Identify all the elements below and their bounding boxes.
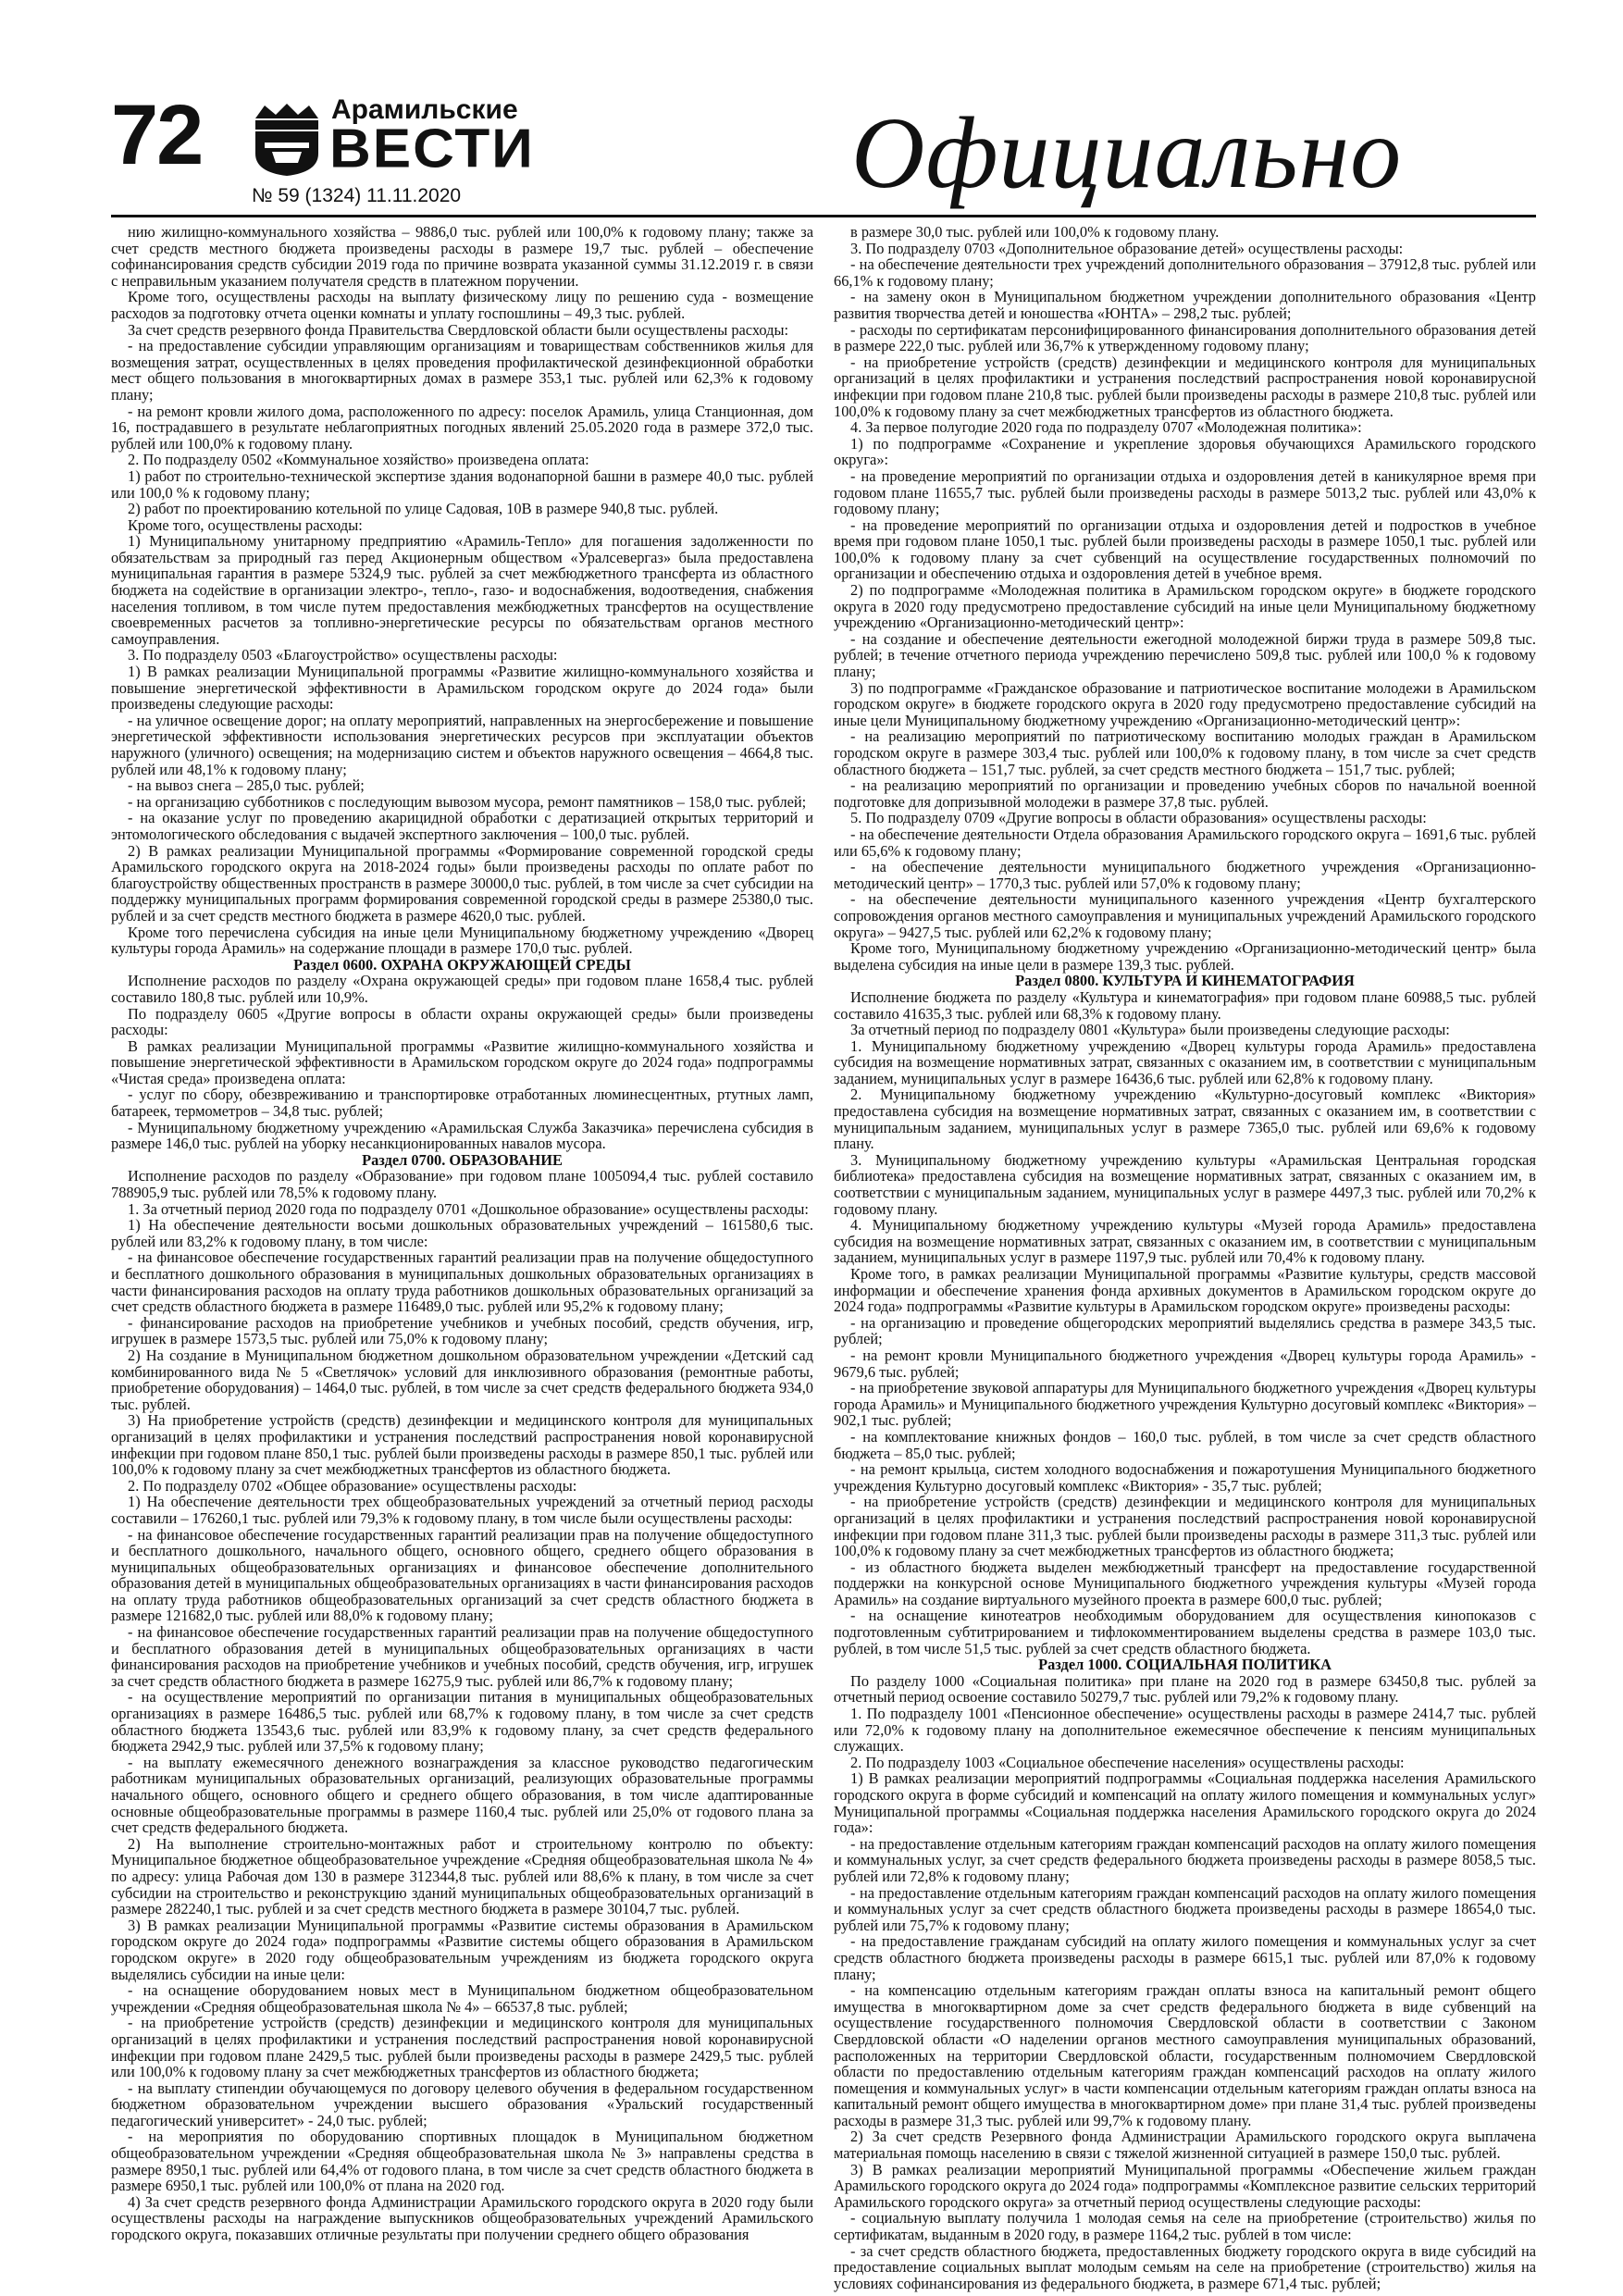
paragraph: - на реализацию мероприятий по патриотическому воспитанию молодых граждан в Арамильском городском округе в размере 303,4 тыс. рублей или 100,0% к годовому плану, в том числе за счет средств областного бюджета – 151,7 тыс. рублей, за счет средств местного бюджета – 151,7 тыс. рублей;	[834, 727, 1536, 778]
paragraph: 1) В рамках реализации мероприятий подпрограммы «Социальная поддержка населения Арамильского городского округа в форме субсидий и компенсаций на оплату жилого помещения и коммунальных услуг» Муниципальной программы «Социальная поддержка населения Арамильского городского округа до 2024 года»:	[834, 1769, 1536, 1837]
paragraph: 2. Муниципальному бюджетному учреждению «Культурно-досуговый комплекс «Виктория» предоставлена субсидия на возмещение нормативных затрат, связанных с оказанием им, в соответствии с муниципальным заданием, муниципальных услуг в размере 7365,0 тыс. рублей или 69,6% к годовому плану.	[834, 1086, 1536, 1153]
paragraph: 2) работ по проектированию котельной по улице Садовая, 10В в размере 940,8 тыс. рублей.	[128, 500, 719, 518]
paragraph: - на обеспечение деятельности Отдела образования Арамильского городского округа – 1691,6 тыс. рублей или 65,6% к годовому плану;	[834, 825, 1536, 860]
section-heading: Раздел 0700. ОБРАЗОВАНИЕ	[362, 1150, 563, 1169]
paragraph: 4. Муниципальному бюджетному учреждению культуры «Музей города Арамиль» предоставлена субсидия на возмещение нормативных затрат, связанных с оказанием им, в соответствии с муниципальным заданием, муниципальных услуг в размере 1197,9 тыс. рублей или 70,4% к годовому плану.	[834, 1216, 1536, 1267]
paragraph: В рамках реализации Муниципальной программы «Развитие жилищно-коммунального хозяйства и повышение энергетической эффективности в Арамильском городском округе до 2024 года» подпрограммы «Чистая среда» произведена оплата:	[111, 1036, 813, 1087]
paragraph: - на предоставление субсидии управляющим организациям и товариществам собственников жилья для возмещения затрат, осуществленных в целях проведения профилактической дезинфекционной обработки мест общего пользования в многоквартирных домах в размере 353,1 тыс. рублей или 62,3% к годовому плану;	[111, 337, 813, 403]
paragraph: 2. По подразделу 0702 «Общее образование» осуществлены расходы:	[128, 1476, 577, 1495]
paragraph: - на оснащение кинотеатров необходимым оборудованием для осуществления кинопоказов с подготовленным субтитрированием и тифлокомментированием выделены средства в размере 103,0 тыс. рублей, в том числе 51,5 тыс. рублей за счет средств областного бюджета.	[834, 1607, 1536, 1657]
paragraph: 2. По подразделу 0502 «Коммунальное хозяйство» произведена оплата:	[128, 451, 589, 469]
paragraph: - на оказание услуг по проведению акарицидной обработки с дератизацией открытых территорий и энтомологического обследования с выдачей экспертного заключения – 100,0 тыс. рублей.	[111, 809, 813, 843]
paragraph: 2. По подразделу 1003 «Социальное обеспечение населения» осуществлены расходы:	[850, 1753, 1405, 1771]
paragraph: - на обеспечение деятельности муниципального бюджетного учреждения «Организационно-методический центр» – 1770,3 тыс. рублей или 57,0% к годовому плану;	[834, 858, 1536, 892]
paragraph: - на финансовое обеспечение государственных гарантий реализации прав на получение общедоступного и бесплатного дошкольного образования в муниципальных дошкольных образовательных организациях в части финансирования расходов на оплату труда работников дошкольных образовательных организаций за счет средств областного бюджета в размере 116489,0 тыс. рублей или 95,2% к годовому плану;	[111, 1248, 813, 1316]
paragraph: - на замену окон в Муниципальном бюджетном учреждении дополнительного образования «Центр развития творчества детей и юношества «ЮНТА» – 298,2 тыс. рублей;	[834, 288, 1536, 322]
paragraph: - на предоставление отдельным категориям граждан компенсаций расходов на оплату жилого помещения и коммунальных услуг, за счет средств федерального бюджета произведены расходы в размере 8058,5 тыс. рублей или 72,8% к годовому плану;	[834, 1834, 1536, 1885]
paragraph: По разделу 1000 «Социальная политика» при плане на 2020 год в размере 63450,8 тыс. рублей за отчетный период освоение составило 50279,7 тыс. рублей или 79,2% к годовому плану.	[834, 1671, 1536, 1706]
paragraph: За счет средств резервного фонда Правительства Свердловской области были осуществлены расходы:	[128, 320, 789, 339]
paragraph: - на предоставление отдельным категориям граждан компенсаций расходов на оплату жилого помещения и коммунальных услуг за счет средств областного бюджета произведены расходы в размере 18654,0 тыс. рублей или 75,7% к годовому плану;	[834, 1883, 1536, 1934]
paragraph: 3. Муниципальному бюджетному учреждению культуры «Арамильская Центральная городская библиотека» предоставлена субсидия на возмещение нормативных затрат, связанных с оказанием им, в соответствии с муниципальным заданием, муниципальных услуг в размере 4497,3 тыс. рублей или 70,2% к годовому плану.	[834, 1150, 1536, 1218]
paragraph: 5. По подразделу 0709 «Другие вопросы в области образования» осуществлены расходы:	[850, 809, 1427, 827]
paragraph: 1. По подразделу 1001 «Пенсионное обеспечение» осуществлены расходы в размере 2414,7 тыс. рублей или 72,0% к годовому плану на дополнительное ежемесячное обеспечение к пенсиям муниципальных служащих.	[834, 1705, 1536, 1756]
paragraph: - на оснащение оборудованием новых мест в Муниципальном бюджетном общеобразовательном учреждении «Средняя общеобразовательная школа № 4» – 66537,8 тыс. рублей;	[111, 1981, 813, 2016]
paragraph: 3) по подпрограмме «Гражданское образование и патриотическое воспитание молодежи в Арамильском городском округе» в бюджете городского округа в 2020 году предусмотрено предоставление субсидий на иные цели Муниципальному бюджетному учреждению «Организационно-методический центр»:	[834, 678, 1536, 729]
paragraph: 2) На создание в Муниципальном бюджетном дошкольном образовательном учреждении «Детский сад комбинированного вида № 5 «Светлячок» условий для инклюзивного образования (ремонтные работы, приобретение оборудования) – 1464,0 тыс. рублей, в том числе за счет средств федерального бюджета 934,0 тыс. рублей.	[111, 1346, 813, 1413]
paragraph: - на создание и обеспечение деятельности ежегодной молодежной биржи труда в размере 509,8 тыс. рублей; в течение отчетного периода учреждению перечислено 509,8 тыс. рублей или 100,0 % к годовому плану;	[834, 629, 1536, 681]
paragraph: 4) За счет средств резервного фонда Администрации Арамильского городского округа в 2020 году были осуществлены расходы на награждение выпускников общеобразовательных учреждений Арамильского городского округа, показавших отличные результаты при получении среднего общего образования	[111, 2192, 813, 2244]
paragraph: - на предоставление гражданам субсидий на оплату жилого помещения и коммунальных услуг за счет средств областного бюджета произведены расходы в размере 6615,1 тыс. рублей или 87,0% к годовому плану;	[834, 1932, 1536, 1983]
paragraph: - расходы по сертификатам персонифицированного финансирования дополнительного образования детей в размере 222,0 тыс. рублей или 36,7% к утвержденному годовому плану;	[834, 320, 1536, 355]
paragraph: 3. По подразделу 0703 «Дополнительное образование детей» осуществлены расходы:	[850, 239, 1404, 257]
paragraph: 2) На выполнение строительно-монтажных работ и строительному контролю по объекту: Муниципальное бюджетное общеобразовательное учреждение «Средняя общеобразовательная школа № 4» по адресу: улица Рабочая дом 130 в размере 312344,8 тыс. рублей или 88,6% к плану, в том числе за счет субсидии на строительство и реконструкцию зданий муниципальных общеобразовательных организаций в размере 282240,1 тыс. рублей и за счет средств местного бюджета в размере 30104,7 тыс. рублей.	[111, 1834, 813, 1918]
paragraph: - на приобретение устройств (средств) дезинфекции и медицинского контроля для муниципальных организаций в целях профилактики и устранения последствий распространения новой коронавирусной инфекции при годовом плане 311,3 тыс. рублей были произведены расходы в размере 311,3 тыс. рублей или 100,0% к годовому плану за счет межбюджетных трансфертов из областного бюджета;	[834, 1493, 1536, 1560]
paragraph: 2) В рамках реализации Муниципальной программы «Формирование современной городской среды Арамильского городского округа на 2018-2024 годы» были произведены расходы по оплате работ по благоустройству общественных пространств в размере 30000,0 тыс. рублей, в том числе за счет субсидии на поддержку муниципальных программ формирования современной городской среды в размере 25380,0 тыс. рублей и за счет средств местного бюджета в размере 4620,0 тыс. рублей.	[111, 841, 813, 925]
paragraph: - на ремонт крыльца, систем холодного водоснабжения и пожаротушения Муниципального бюджетного учреждения Культурно досуговый комплекс «Виктория» - 35,7 тыс. рублей;	[834, 1460, 1536, 1495]
paragraph: - на проведение мероприятий по организации отдыха и оздоровления детей в каникулярное время при годовом плане 11655,7 тыс. рублей были произведены расходы в размере 5013,2 тыс. рублей или 43,0% к годовому плану;	[834, 466, 1536, 518]
section-heading: Раздел 0800. КУЛЬТУРА И КИНЕМАТОГРАФИЯ	[1015, 972, 1355, 990]
paragraph: - на приобретение устройств (средств) дезинфекции и медицинского контроля для муниципальных организаций в целях профилактики и устранения последствий распространения новой коронавирусной инфекции при годовом плане 2429,5 тыс. рублей были произведены расходы в размере 2429,5 тыс. рублей или 100,0% к годовому плану за счет межбюджетных трансфертов из областного бюджета;	[111, 2014, 813, 2081]
article-columns	[111, 223, 1536, 2292]
paragraph: - финансирование расходов на приобретение учебников и учебных пособий, средств обучения, игр, игрушек в размере 1573,5 тыс. рублей или 75,0% к годовому плану;	[111, 1313, 813, 1348]
paragraph: 2) по подпрограмме «Молодежная политика в Арамильском городском округе» в бюджете городского округа в 2020 году предусмотрено предоставление субсидий на иные цели Муниципальному бюджетному учреждению «Организационно-методический центр»:	[834, 581, 1536, 632]
paragraph: - на уличное освещение дорог; на оплату мероприятий, направленных на энергосбережение и повышение энергетической эффективности использования энергетических ресурсов при эксплуатации объектов наружного (уличного) освещения; на модернизацию систем и объектов наружного освещения – 4664,8 тыс. рублей или 48,1% к годовому плану;	[111, 711, 813, 778]
paragraph: - на ремонт кровли Муниципального бюджетного учреждения «Дворец культуры города Арамиль» - 9679,6 тыс. рублей;	[834, 1346, 1536, 1381]
paragraph: - на вывоз снега – 285,0 тыс. рублей;	[128, 776, 365, 795]
paragraph: - на приобретение устройств (средств) дезинфекции и медицинского контроля для муниципальных организаций в целях профилактики и устранения последствий распространения новой коронавирусной инфекции при годовом плане 210,8 тыс. рублей были произведены расходы в размере 210,8 тыс. рублей или 100,0% к годовому плану за счет межбюджетных трансфертов из областного бюджета.	[834, 353, 1536, 420]
paragraph: 3) В рамках реализации Муниципальной программы «Развитие системы образования в Арамильском городском округе до 2024 года» подпрограммы «Развитие системы общего образования в Арамильском городском округе» в 2020 году общеобразовательным учреждениям из бюджета городского округа выделялись субсидии на иные цели:	[111, 1916, 813, 1983]
paragraph: 2) За счет средств Резервного фонда Администрации Арамильского городского округа выплачена материальная помощь населению в связи с тяжелой жизненной ситуацией в размере 150,0 тыс. рублей.	[834, 2128, 1536, 2163]
paragraph: - на компенсацию отдельным категориям граждан оплаты взноса на капитальный ремонт общего имущества в многоквартирном доме за счет средств федерального бюджета в виде субвенций на осуществление государственного полномочия Свердловской области в соответствии с Законом Свердловской области «О наделении органов местного самоуправления муниципальных образований, расположенных на территории Свердловской области, государственным полномочием Свердловской области по предоставлению отдельным категориям граждан компенсаций расходов на оплату жилого помещения и коммунальных услуг» в части компенсации отдельным категориям граждан оплаты взноса на капитальный ремонт общего имущества в многоквартирном доме» при плане 31,4 тыс. рублей произведены расходы в размере 31,3 тыс. рублей или 99,7% к годовому плану.	[834, 1981, 1536, 2129]
paragraph: - на организацию субботников с последующим вывозом мусора, ремонт памятников – 158,0 тыс. рублей;	[128, 792, 807, 811]
paragraph: - на мероприятия по оборудованию спортивных площадок в Муниципальном бюджетном общеобразовательном учреждении «Средняя общеобразовательная школа № 3» направлены средства в размере 8950,1 тыс. рублей или 64,4% от годового плана, в том числе за счет средств областного бюджета в размере 6950,1 тыс. рублей или 100,0% от плана на 2020 год.	[111, 2128, 813, 2195]
paragraph: Кроме того, в рамках реализации Муниципальной программы «Развитие культуры, средств массовой информации и обеспечение хранения фонда архивных документов в Арамильском городском округе до 2024 года» подпрограммы «Развитие культуры в Арамильском городском округе» произведены расходы:	[834, 1265, 1536, 1316]
paragraph: - социальную выплату получила 1 молодая семья на селе на приобретение (строительство) жилья по сертификатам, выданным в 2020 году, в размере 1164,2 тыс. рублей в том числе:	[834, 2209, 1536, 2244]
paragraph: - на обеспечение деятельности трех учреждений дополнительного образования – 37912,8 тыс. рублей или 66,1% к годовому плану;	[834, 255, 1536, 290]
paragraph: Кроме того, осуществлены расходы на выплату физическому лицу по решению суда - возмещение расходов за подготовку отчета оценки комнаты и уплату госпошлины – 49,3 тыс. рублей.	[111, 288, 813, 322]
paragraph: - на реализацию мероприятий по организации и проведению учебных сборов по начальной военной подготовке для допризывной молодежи в размере 37,8 тыс. рублей.	[834, 776, 1536, 811]
section-heading: Раздел 0600. ОХРАНА ОКРУЖАЮЩЕЙ СРЕДЫ	[293, 955, 631, 974]
left-column	[111, 224, 813, 2260]
paragraph: в размере 30,0 тыс. рублей или 100,0% к годовому плану.	[850, 223, 1220, 241]
paragraph: - из областного бюджета выделен межбюджетный трансферт на предоставление государственной поддержки на конкурсной основе Муниципального бюджетного учреждения культуры «Музей города Арамиль» на создание виртуального музейного проекта в размере 600,0 тыс. рублей;	[834, 1558, 1536, 1608]
paragraph: - на выплату ежемесячного денежного вознаграждения за классное руководство педагогическим работникам муниципальных образовательных организаций, реализующих образовательные программы начального общего, основного общего и среднего общего образования, в том числе адаптированные основные общеобразовательные программы в размере 1160,4 тыс. рублей или 25,0% от годового плана за счет средств федерального бюджета.	[111, 1753, 813, 1837]
paragraph: - на организацию и проведение общегородских мероприятий выделялись средства в размере 343,5 тыс. рублей;	[834, 1313, 1536, 1348]
paragraph: - на проведение мероприятий по организации отдыха и оздоровления детей и подростков в учебное время при годовом плане 1050,1 тыс. рублей были произведены расходы в размере 1050,1 тыс. рублей или 100,0% к годовому плану за счет субвенций на осуществление государственных полномочий по организации и обеспечению отдыха и оздоровления детей в учебное время.	[834, 515, 1536, 583]
paragraph: По подразделу 0605 «Другие вопросы в области охраны окружающей среды» были произведены расходы:	[111, 1004, 813, 1039]
paragraph: - Муниципальному бюджетному учреждению «Арамильская Служба Заказчика» перечислена субсидия в размере 146,0 тыс. рублей на уборку несанкционированных навалов мусора.	[111, 1118, 813, 1153]
paragraph: Кроме того, Муниципальному бюджетному учреждению «Организационно-методический центр» была выделена субсидия на иные цели в размере 139,3 тыс. рублей.	[834, 939, 1536, 974]
paragraph: За отчетный период по подразделу 0801 «Культура» были произведены следующие расходы:	[850, 1021, 1450, 1039]
paragraph: 4. За первое полугодие 2020 года по подразделу 0707 «Молодежная политика»:	[850, 418, 1362, 437]
paragraph: 3. По подразделу 0503 «Благоустройство» осуществлены расходы:	[128, 646, 558, 664]
paragraph: 1) работ по строительно-технической экспертизе здания водонапорной башни в размере 40,0 тыс. рублей или 100,0 % к годовому плану;	[111, 466, 813, 502]
page-number: 72	[111, 88, 203, 182]
paragraph: 1) Муниципальному унитарному предприятию «Арамиль-Тепло» для погашения задолженности по обязательствам за природный газ перед Акционерным обществом «Уралсевергаз» была предоставлена муниципальная гарантия в размере 5324,9 тыс. рублей за счет межбюджетного трансферта из областного бюджета на содействие в организации электро-, тепло-, газо- и водоснабжения, водоотведения, снабжения населения топливом, в том числе путем предоставления межбюджетных трансфертов на осуществление своевременных расчетов за топливно-энергетические ресурсы по обязательствам органов местного самоуправления.	[111, 532, 813, 648]
masthead	[111, 85, 1555, 215]
paragraph: 1) На обеспечение деятельности трех общеобразовательных учреждений за отчетный период расходы составили – 176260,1 тыс. рублей или 79,3% к годовому плану, в том числе были осуществлены расходы:	[111, 1493, 813, 1527]
paragraph: - на финансовое обеспечение государственных гарантий реализации прав на получение общедоступного и бесплатного образования детей в муниципальных общеобразовательных организациях в части финансирования расходов на приобретение учебников и учебных пособий, средств обучения, игр, игрушек за счет средств областного бюджета в размере 16275,9 тыс. рублей или 86,7% к годовому плану;	[111, 1623, 813, 1690]
paragraph: - на выплату стипендии обучающемуся по договору целевого обучения в федеральном государственном бюджетном образовательном учреждении высшего образования «Уральский государственный педагогический университет» - 24,0 тыс. рублей;	[111, 2079, 813, 2129]
paragraph: Исполнение расходов по разделу «Образование» при годовом плане 1005094,4 тыс. рублей составило 788905,9 тыс. рублей или 78,5% к годовому плану.	[111, 1167, 813, 1202]
paragraph: 1) На обеспечение деятельности восьми дошкольных образовательных учреждений – 161580,6 тыс. рублей или 83,2% к годовому плану, в том числе:	[111, 1216, 813, 1250]
paragraph: - за счет средств областного бюджета, предоставленных бюджету городского округа в виде субсидий на предоставление социальных выплат молодым семьям на селе на приобретение (строительство) жилья на условиях софинансирования из федерального бюджета, в размере 671,4 тыс. рублей;	[834, 2241, 1536, 2292]
paragraph: 3) На приобретение устройств (средств) дезинфекции и медицинского контроля для муниципальных организаций в целях профилактики и устранения последствий распространения новой коронавирусной инфекции при годовом плане 850,1 тыс. рублей были произведены расходы в размере 850,1 тыс. рублей или 100,0% к годовому плану за счет межбюджетных трансфертов из областного бюджета.	[111, 1411, 813, 1479]
section-heading: Раздел 1000. СОЦИАЛЬНАЯ ПОЛИТИКА	[1038, 1656, 1332, 1674]
paragraph: 1. Муниципальному бюджетному учреждению «Дворец культуры города Арамиль» предоставлена субсидия на возмещение нормативных затрат, связанных с оказанием им, в соответствии с муниципальным заданием, муниципальных услуг в размере 16436,6 тыс. рублей или 62,8% к годовому плану.	[834, 1036, 1536, 1087]
paragraph: 1. За отчетный период 2020 года по подразделу 0701 «Дошкольное образование» осуществлены расходы:	[128, 1199, 809, 1218]
paragraph: Кроме того перечислена субсидия на иные цели Муниципальному бюджетному учреждению «Дворец культуры города Арамиль» на содержание площади в размере 170,0 тыс. рублей.	[111, 923, 813, 958]
paragraph: Исполнение бюджета по разделу «Культура и кинематография» при годовом плане 60988,5 тыс. рублей составило 41635,3 тыс. рублей или 68,3% к годовому плану.	[834, 987, 1536, 1023]
section-title: Официально	[851, 96, 1403, 209]
paragraph: 3) В рамках реализации мероприятий Муниципальной программы «Обеспечение жильем граждан Арамильского городского округа до 2024 года» подпрограммы «Комплексное развитие сельских территорий Арамильского городского округа» за отчетный период осуществлены следующие расходы:	[834, 2160, 1536, 2211]
paragraph: - на обеспечение деятельности муниципального казенного учреждения «Центр бухгалтерского сопровождения органов местного самоуправления и муниципальных учреждений Арамильского городского округа» – 9427,5 тыс. рублей или 62,2% к годовому плану;	[834, 890, 1536, 941]
paragraph: - на осуществление мероприятий по организации питания в муниципальных общеобразовательных организациях в размере 16486,5 тыс. рублей или 68,7% к годовому плану, в том числе за счет средств областного бюджета 13543,6 тыс. рублей или 83,9% к годовому плану, за счет средств федерального бюджета 2942,9 тыс. рублей или 37,5% к годовому плану;	[111, 1688, 813, 1756]
brand-main: ВЕСТИ	[329, 118, 535, 180]
brand-top: Арамильские	[331, 94, 518, 125]
paragraph: 1) по подпрограмме «Сохранение и укрепление здоровья обучающихся Арамильского городского округа»:	[834, 434, 1536, 469]
paragraph: - на финансовое обеспечение государственных гарантий реализации прав на получение общедоступного и бесплатного дошкольного, начального общего, основного общего, среднего общего образования в муниципальных общеобразовательных организациях и финансовое обеспечение дополнительного образования детей в муниципальных общеобразовательных организациях в части финансирования расходов на оплату труда работников общеобразовательных организаций за счет средств областного бюджета в размере 121682,0 тыс. рублей или 88,0% к годовому плану;	[111, 1525, 813, 1625]
paragraph: - на приобретение звуковой аппаратуры для Муниципального бюджетного учреждения «Дворец культуры города Арамиль» и Муниципального бюджетного учреждения Культурно досуговый комплекс «Виктория» – 902,1 тыс. рублей;	[834, 1379, 1536, 1430]
coat-of-arms-icon	[250, 102, 324, 178]
issue-info: № 59 (1324) 11.11.2020	[252, 185, 462, 206]
paragraph: нию жилищно-коммунального хозяйства – 9886,0 тыс. рублей или 100,0% к годовому плану; также за счет средств местного бюджета произведены расходы в размере 19,7 тыс. рублей – обеспечение софинансирования средств субсидии 2019 года по причине возврата указанной суммы 31.12.2019 г. в связи с неправильным указанием получателя средств в платежном поручении.	[111, 223, 813, 290]
paragraph: - на ремонт кровли жилого дома, расположенного по адресу: поселок Арамиль, улица Станционная, дом 16, пострадавшего в результате неблагоприятных погодных явлений 25.05.2020 года в размере 372,0 тыс. рублей или 100,0% к годовому плану.	[111, 402, 813, 453]
paragraph: - на комплектование книжных фондов – 160,0 тыс. рублей, в том числе за счет средств областного бюджета – 85,0 тыс. рублей;	[834, 1427, 1536, 1462]
paragraph: Кроме того, осуществлены расходы:	[128, 515, 363, 534]
right-column	[834, 223, 1536, 2292]
paragraph: - услуг по сбору, обезвреживанию и транспортировке отработанных люминесцентных, ртутных ламп, батареек, термометров – 34,8 тыс. рублей;	[111, 1086, 813, 1121]
paragraph: Исполнение расходов по разделу «Охрана окружающей среды» при годовом плане 1658,4 тыс. рублей составило 180,8 тыс. рублей или 10,9%.	[111, 972, 813, 1006]
header-rule	[111, 215, 1536, 217]
paragraph: 1) В рамках реализации Муниципальной программы «Развитие жилищно-коммунального хозяйства и повышение энергетической эффективности в Арамильском городском округе до 2024 года» были произведены следующие расходы:	[111, 663, 813, 714]
